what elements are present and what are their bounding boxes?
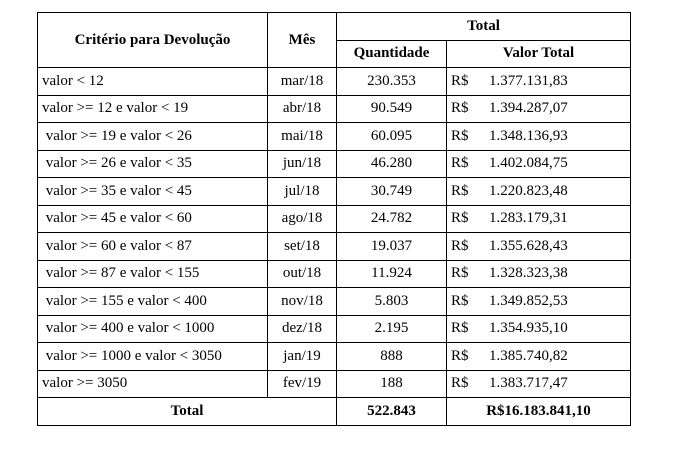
devolucao-table <box>37 12 631 426</box>
amount: 1.394.287,07 <box>489 100 568 117</box>
currency-symbol: R$ <box>451 155 469 172</box>
cell-valor-total <box>447 123 631 151</box>
cell-valor-total <box>447 343 631 371</box>
cell-quantidade: 888 <box>337 343 447 371</box>
cell-criterio: valor >= 3050 <box>38 370 268 398</box>
currency-symbol: R$ <box>451 320 469 337</box>
cell-valor-total <box>447 178 631 206</box>
table-row <box>38 233 631 261</box>
amount: 1.349.852,53 <box>489 292 568 309</box>
cell-criterio: valor < 12 <box>38 68 268 96</box>
currency-symbol: R$ <box>451 292 469 309</box>
cell-mes: out/18 <box>268 260 337 288</box>
cell-quantidade: 11.924 <box>337 260 447 288</box>
cell-criterio: valor >= 45 e valor < 60 <box>38 205 268 233</box>
total-row <box>38 398 631 426</box>
cell-valor-total <box>447 233 631 261</box>
currency-symbol: R$ <box>451 237 469 254</box>
cell-quantidade: 230.353 <box>337 68 447 96</box>
cell-mes: nov/18 <box>268 288 337 316</box>
table-row <box>38 178 631 206</box>
table-row <box>38 260 631 288</box>
amount: 1.355.628,43 <box>489 237 568 254</box>
cell-criterio: valor >= 35 e valor < 45 <box>38 178 268 206</box>
cell-mes: set/18 <box>268 233 337 261</box>
cell-criterio: valor >= 19 e valor < 26 <box>38 123 268 151</box>
cell-valor-total <box>447 150 631 178</box>
cell-mes: ago/18 <box>268 205 337 233</box>
header-row-top <box>38 13 631 41</box>
total-quantidade: 522.843 <box>337 398 447 426</box>
cell-mes: mar/18 <box>268 68 337 96</box>
cell-criterio: valor >= 400 e valor < 1000 <box>38 315 268 343</box>
cell-quantidade: 30.749 <box>337 178 447 206</box>
table-row <box>38 150 631 178</box>
currency-symbol: R$ <box>451 347 469 364</box>
cell-quantidade: 46.280 <box>337 150 447 178</box>
amount: 1.220.823,48 <box>489 182 568 199</box>
currency-symbol: R$ <box>451 265 469 282</box>
amount: 1.283.179,31 <box>489 210 568 227</box>
cell-mes: jun/18 <box>268 150 337 178</box>
cell-mes: mai/18 <box>268 123 337 151</box>
cell-valor-total <box>447 315 631 343</box>
header-criterio: Critério para Devolução <box>38 13 268 68</box>
cell-mes: dez/18 <box>268 315 337 343</box>
amount: 1.402.084,75 <box>489 155 568 172</box>
cell-criterio: valor >= 12 e valor < 19 <box>38 95 268 123</box>
table-row <box>38 370 631 398</box>
cell-criterio: valor >= 60 e valor < 87 <box>38 233 268 261</box>
header-mes: Mês <box>268 13 337 68</box>
cell-quantidade: 60.095 <box>337 123 447 151</box>
table-row <box>38 68 631 96</box>
total-valor: R$16.183.841,10 <box>447 398 631 426</box>
amount: 1.328.323,38 <box>489 265 568 282</box>
cell-quantidade: 2.195 <box>337 315 447 343</box>
cell-valor-total <box>447 205 631 233</box>
table-row <box>38 205 631 233</box>
amount: 1.348.136,93 <box>489 127 568 144</box>
cell-criterio: valor >= 155 e valor < 400 <box>38 288 268 316</box>
cell-valor-total <box>447 95 631 123</box>
amount: 1.377.131,83 <box>489 72 568 89</box>
cell-quantidade: 24.782 <box>337 205 447 233</box>
cell-quantidade: 188 <box>337 370 447 398</box>
table-row <box>38 315 631 343</box>
cell-quantidade: 19.037 <box>337 233 447 261</box>
header-quantidade: Quantidade <box>337 40 447 68</box>
cell-mes: jul/18 <box>268 178 337 206</box>
cell-mes: jan/19 <box>268 343 337 371</box>
currency-symbol: R$ <box>451 72 469 89</box>
cell-criterio: valor >= 26 e valor < 35 <box>38 150 268 178</box>
table-row <box>38 288 631 316</box>
currency-symbol: R$ <box>451 375 469 392</box>
cell-valor-total <box>447 260 631 288</box>
total-label: Total <box>38 398 337 426</box>
cell-criterio: valor >= 87 e valor < 155 <box>38 260 268 288</box>
amount: 1.354.935,10 <box>489 320 568 337</box>
cell-valor-total <box>447 288 631 316</box>
cell-quantidade: 90.549 <box>337 95 447 123</box>
table-row <box>38 123 631 151</box>
amount: 1.385.740,82 <box>489 347 568 364</box>
table-row <box>38 95 631 123</box>
cell-mes: abr/18 <box>268 95 337 123</box>
cell-valor-total <box>447 68 631 96</box>
currency-symbol: R$ <box>451 127 469 144</box>
cell-valor-total <box>447 370 631 398</box>
currency-symbol: R$ <box>451 210 469 227</box>
cell-criterio: valor >= 1000 e valor < 3050 <box>38 343 268 371</box>
table-row <box>38 343 631 371</box>
cell-mes: fev/19 <box>268 370 337 398</box>
currency-symbol: R$ <box>451 182 469 199</box>
table-body <box>38 68 631 426</box>
cell-quantidade: 5.803 <box>337 288 447 316</box>
amount: 1.383.717,47 <box>489 375 568 392</box>
header-valor-total: Valor Total <box>447 40 631 68</box>
currency-symbol: R$ <box>451 100 469 117</box>
header-total-group: Total <box>337 13 631 41</box>
